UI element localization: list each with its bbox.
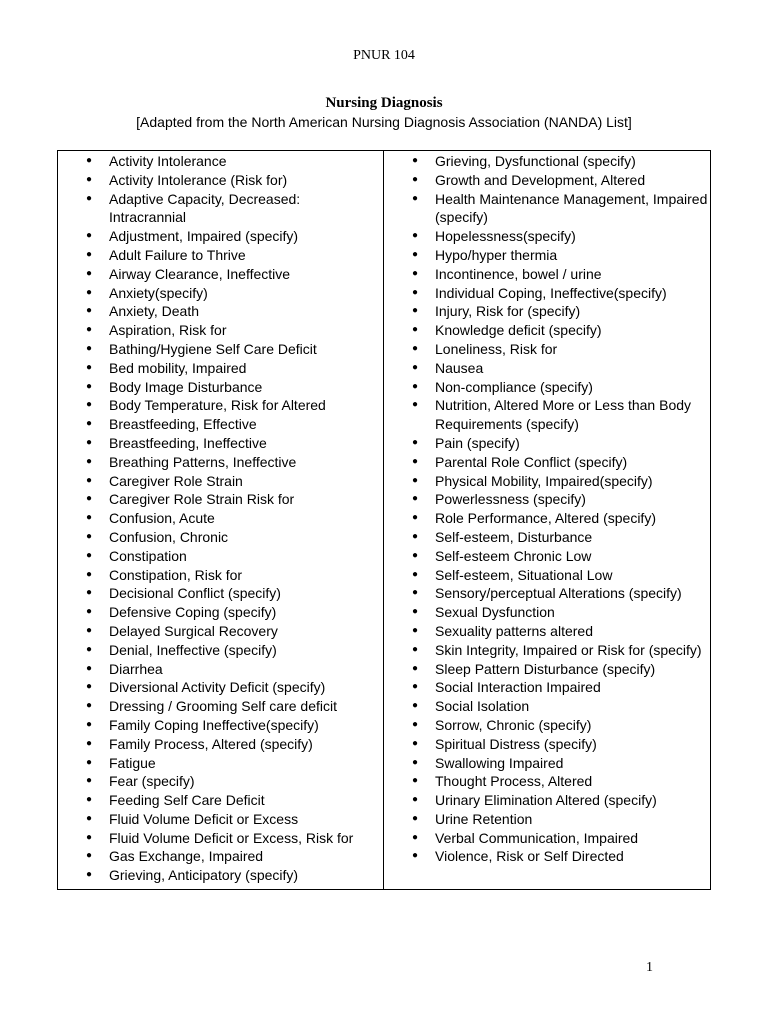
list-item	[384, 472, 710, 491]
list-item	[58, 772, 383, 791]
bullet-icon: ●	[86, 230, 93, 242]
list-item-label: Fluid Volume Deficit or Excess, Risk for	[109, 829, 354, 846]
list-item-label: Skin Integrity, Impaired or Risk for (specify)	[435, 641, 702, 658]
list-item	[384, 810, 710, 829]
bullet-icon: ●	[412, 737, 419, 749]
bullet-icon: ●	[412, 192, 419, 204]
list-item-label: Confusion, Acute	[109, 510, 215, 527]
bullet-icon: ●	[86, 549, 93, 561]
list-item	[384, 735, 710, 754]
list-item	[58, 566, 383, 585]
list-item	[58, 284, 383, 303]
list-item-label: Defensive Coping (specify)	[109, 604, 277, 621]
bullet-icon: ●	[86, 436, 93, 448]
bullet-icon: ●	[86, 474, 93, 486]
list-item-label: Social Isolation	[435, 698, 530, 715]
course-code: PNUR 104	[353, 48, 415, 63]
list-item	[384, 641, 710, 660]
list-item	[58, 716, 383, 735]
list-item-label: Body Image Disturbance	[109, 378, 263, 395]
list-item-label: Role Performance, Altered (specify)	[435, 510, 656, 527]
bullet-icon: ●	[412, 530, 419, 542]
list-item-label: Body Temperature, Risk for Altered	[109, 397, 326, 414]
list-item	[384, 396, 710, 434]
list-item-label: Pain (specify)	[435, 434, 520, 451]
bullet-icon: ●	[86, 155, 93, 166]
list-item-label: Sleep Pattern Disturbance (specify)	[435, 660, 656, 677]
list-item	[384, 660, 710, 679]
list-item-label: Hopelessness(specify)	[435, 228, 576, 245]
list-item	[384, 509, 710, 528]
list-item	[384, 434, 710, 453]
list-item-label: Knowledge deficit (specify)	[435, 322, 602, 339]
list-item	[58, 302, 383, 321]
bullet-icon: ●	[86, 267, 93, 279]
list-item-label: Fluid Volume Deficit or Excess	[109, 810, 299, 827]
list-item-label: Airway Clearance, Ineffective	[109, 265, 291, 282]
list-item-label: Nutrition, Altered More or Less than Body Requirements (specify)	[435, 397, 692, 433]
bullet-icon: ●	[86, 305, 93, 317]
bullet-icon: ●	[412, 342, 419, 354]
list-item	[384, 566, 710, 585]
list-item-label: Urine Retention	[435, 810, 533, 827]
list-item	[384, 190, 710, 228]
list-item-label: Gas Exchange, Impaired	[109, 848, 264, 865]
bullet-icon: ●	[412, 455, 419, 467]
bullet-icon: ●	[412, 361, 419, 373]
list-item-label: Anxiety, Death	[109, 303, 200, 320]
list-item	[58, 434, 383, 453]
list-item-label: Sensory/perceptual Alterations (specify)	[435, 585, 682, 602]
list-item	[58, 378, 383, 397]
list-item-label: Decisional Conflict (specify)	[109, 585, 281, 602]
bullet-icon: ●	[412, 850, 419, 862]
list-item-label: Fear (specify)	[109, 773, 195, 790]
list-item	[58, 396, 383, 415]
list-item-label: Health Maintenance Management, Impaired (specify)	[435, 190, 708, 226]
list-item	[384, 378, 710, 397]
list-item	[384, 603, 710, 622]
bullet-icon: ●	[86, 192, 93, 204]
list-item-label: Incontinence, bowel / urine	[435, 265, 602, 282]
bullet-icon: ●	[86, 342, 93, 354]
bullet-icon: ●	[86, 399, 93, 411]
list-item-label: Caregiver Role Strain Risk for	[109, 491, 295, 508]
list-item-label: Verbal Communication, Impaired	[435, 829, 639, 846]
bullet-icon: ●	[412, 718, 419, 730]
list-item-label: Self-esteem, Situational Low	[435, 566, 613, 583]
list-item	[58, 321, 383, 340]
bullet-icon: ●	[86, 869, 93, 881]
list-item-label: Non-compliance (specify)	[435, 378, 593, 395]
list-item-label: Nausea	[435, 359, 484, 376]
list-item	[58, 866, 383, 885]
list-item	[384, 246, 710, 265]
list-item-label: Aspiration, Risk for	[109, 322, 227, 339]
list-item	[384, 772, 710, 791]
list-item-label: Anxiety(specify)	[109, 284, 208, 301]
list-item	[58, 660, 383, 679]
bullet-icon: ●	[412, 568, 419, 580]
list-item-label: Diversional Activity Deficit (specify)	[109, 679, 326, 696]
bullet-icon: ●	[412, 794, 419, 806]
page-subtitle: [Adapted from the North American Nursing Diagnosis Association (NANDA) List]	[136, 114, 632, 130]
bullet-icon: ●	[412, 436, 419, 448]
bullet-icon: ●	[412, 474, 419, 486]
list-item-label: Breastfeeding, Ineffective	[109, 434, 267, 451]
list-item-label: Growth and Development, Altered	[435, 171, 646, 188]
list-item	[58, 509, 383, 528]
bullet-icon: ●	[86, 662, 93, 674]
list-item	[58, 190, 383, 228]
list-item-label: Parental Role Conflict (specify)	[435, 453, 628, 470]
list-item	[58, 359, 383, 378]
list-item-label: Swallowing Impaired	[435, 754, 564, 771]
list-item	[384, 152, 710, 171]
bullet-icon: ●	[412, 681, 419, 693]
bullet-icon: ●	[412, 512, 419, 524]
list-item-label: Breathing Patterns, Ineffective	[109, 453, 297, 470]
list-item	[384, 227, 710, 246]
list-item-label: Denial, Ineffective (specify)	[109, 641, 277, 658]
list-item	[58, 265, 383, 284]
list-item-label: Hypo/hyper thermia	[435, 246, 558, 263]
list-item	[58, 829, 383, 848]
bullet-icon: ●	[412, 700, 419, 712]
bullet-icon: ●	[412, 324, 419, 336]
list-item	[384, 171, 710, 190]
page-number: 1	[646, 960, 653, 975]
list-item-label: Confusion, Chronic	[109, 528, 229, 545]
bullet-icon: ●	[412, 155, 419, 166]
bullet-icon: ●	[86, 624, 93, 636]
list-item	[58, 791, 383, 810]
bullet-icon: ●	[412, 606, 419, 618]
bullet-icon: ●	[86, 493, 93, 505]
bullet-icon: ●	[86, 418, 93, 430]
list-item	[58, 735, 383, 754]
bullet-icon: ●	[86, 324, 93, 336]
bullet-icon: ●	[86, 737, 93, 749]
list-item	[58, 697, 383, 716]
list-item-label: Dressing / Grooming Self care deficit	[109, 698, 337, 715]
list-item-label: Powerlessness (specify)	[435, 491, 586, 508]
list-item	[384, 678, 710, 697]
diagnosis-list-left	[58, 151, 383, 885]
bullet-icon: ●	[412, 587, 419, 599]
list-item-label: Fatigue	[109, 754, 156, 771]
list-item-label: Urinary Elimination Altered (specify)	[435, 792, 657, 809]
list-item-label: Bathing/Hygiene Self Care Deficit	[109, 340, 317, 357]
list-item	[384, 284, 710, 303]
list-item	[384, 490, 710, 509]
diagnosis-list-right	[384, 151, 710, 866]
list-item	[384, 340, 710, 359]
list-item-label: Grieving, Dysfunctional (specify)	[435, 153, 636, 169]
bullet-icon: ●	[86, 775, 93, 787]
list-item-label: Physical Mobility, Impaired(specify)	[435, 472, 653, 489]
diagnosis-column-right	[384, 151, 710, 889]
list-item	[58, 528, 383, 547]
bullet-icon: ●	[86, 606, 93, 618]
bullet-icon: ●	[86, 512, 93, 524]
bullet-icon: ●	[412, 775, 419, 787]
list-item	[58, 415, 383, 434]
list-item-label: Self-esteem Chronic Low	[435, 547, 592, 564]
list-item	[384, 453, 710, 472]
list-item-label: Adjustment, Impaired (specify)	[109, 228, 299, 245]
list-item	[58, 246, 383, 265]
list-item	[58, 584, 383, 603]
list-item	[384, 716, 710, 735]
list-item-label: Violence, Risk or Self Directed	[435, 848, 624, 865]
bullet-icon: ●	[86, 831, 93, 843]
bullet-icon: ●	[412, 267, 419, 279]
list-item	[384, 321, 710, 340]
list-item-label: Spiritual Distress (specify)	[435, 735, 597, 752]
bullet-icon: ●	[86, 455, 93, 467]
list-item-label: Adaptive Capacity, Decreased: Intracrannial	[109, 190, 301, 226]
bullet-icon: ●	[86, 380, 93, 392]
list-item-label: Sexual Dysfunction	[435, 604, 555, 621]
list-item-label: Sexuality patterns altered	[435, 622, 593, 639]
list-item-label: Activity Intolerance	[109, 153, 227, 169]
list-item	[384, 528, 710, 547]
list-item-label: Family Process, Altered (specify)	[109, 735, 313, 752]
list-item-label: Delayed Surgical Recovery	[109, 622, 278, 639]
bullet-icon: ●	[86, 568, 93, 580]
bullet-icon: ●	[412, 173, 419, 185]
bullet-icon: ●	[86, 173, 93, 185]
bullet-icon: ●	[412, 305, 419, 317]
list-item	[58, 227, 383, 246]
bullet-icon: ●	[86, 248, 93, 260]
list-item	[384, 847, 710, 866]
list-item	[58, 678, 383, 697]
list-item	[384, 265, 710, 284]
list-item	[384, 754, 710, 773]
bullet-icon: ●	[412, 756, 419, 768]
bullet-icon: ●	[412, 380, 419, 392]
bullet-icon: ●	[412, 662, 419, 674]
list-item	[58, 603, 383, 622]
bullet-icon: ●	[412, 812, 419, 824]
list-item	[384, 622, 710, 641]
list-item	[58, 340, 383, 359]
bullet-icon: ●	[86, 850, 93, 862]
list-item-label: Constipation	[109, 547, 187, 564]
bullet-icon: ●	[86, 718, 93, 730]
list-item-label: Bed mobility, Impaired	[109, 359, 247, 376]
list-item-label: Injury, Risk for (specify)	[435, 303, 581, 320]
list-item-label: Grieving, Anticipatory (specify)	[109, 867, 299, 884]
list-item	[58, 622, 383, 641]
list-item	[384, 829, 710, 848]
bullet-icon: ●	[86, 812, 93, 824]
list-item	[58, 810, 383, 829]
list-item	[58, 547, 383, 566]
bullet-icon: ●	[86, 700, 93, 712]
list-item-label: Breastfeeding, Effective	[109, 416, 257, 433]
list-item	[58, 171, 383, 190]
list-item	[58, 641, 383, 660]
bullet-icon: ●	[86, 756, 93, 768]
bullet-icon: ●	[412, 831, 419, 843]
list-item-label: Family Coping Ineffective(specify)	[109, 716, 319, 733]
list-item-label: Caregiver Role Strain	[109, 472, 243, 489]
list-item-label: Sorrow, Chronic (specify)	[435, 716, 592, 733]
diagnosis-column-left	[58, 151, 384, 889]
page-title: Nursing Diagnosis	[325, 95, 443, 111]
list-item-label: Feeding Self Care Deficit	[109, 792, 265, 809]
list-item-label: Activity Intolerance (Risk for)	[109, 171, 288, 188]
list-item-label: Loneliness, Risk for	[435, 340, 558, 357]
list-item-label: Thought Process, Altered	[435, 773, 593, 790]
list-item-label: Individual Coping, Ineffective(specify)	[435, 284, 667, 301]
list-item	[58, 453, 383, 472]
list-item-label: Diarrhea	[109, 660, 163, 677]
list-item-label: Adult Failure to Thrive	[109, 246, 246, 263]
list-item-label: Constipation, Risk for	[109, 566, 243, 583]
bullet-icon: ●	[412, 493, 419, 505]
bullet-icon: ●	[412, 230, 419, 242]
bullet-icon: ●	[86, 587, 93, 599]
bullet-icon: ●	[86, 643, 93, 655]
diagnosis-table	[57, 150, 711, 890]
list-item	[384, 359, 710, 378]
list-item	[58, 754, 383, 773]
list-item	[384, 547, 710, 566]
bullet-icon: ●	[86, 530, 93, 542]
bullet-icon: ●	[412, 624, 419, 636]
bullet-icon: ●	[412, 399, 419, 411]
bullet-icon: ●	[86, 286, 93, 298]
list-item-label: Self-esteem, Disturbance	[435, 528, 593, 545]
list-item	[384, 697, 710, 716]
bullet-icon: ●	[412, 286, 419, 298]
list-item	[384, 584, 710, 603]
list-item	[384, 791, 710, 810]
list-item	[58, 152, 383, 171]
list-item	[384, 302, 710, 321]
list-item	[58, 490, 383, 509]
bullet-icon: ●	[86, 794, 93, 806]
list-item-label: Social Interaction Impaired	[435, 679, 601, 696]
bullet-icon: ●	[412, 549, 419, 561]
list-item	[58, 472, 383, 491]
bullet-icon: ●	[86, 361, 93, 373]
bullet-icon: ●	[412, 643, 419, 655]
bullet-icon: ●	[86, 681, 93, 693]
bullet-icon: ●	[412, 248, 419, 260]
list-item	[58, 847, 383, 866]
